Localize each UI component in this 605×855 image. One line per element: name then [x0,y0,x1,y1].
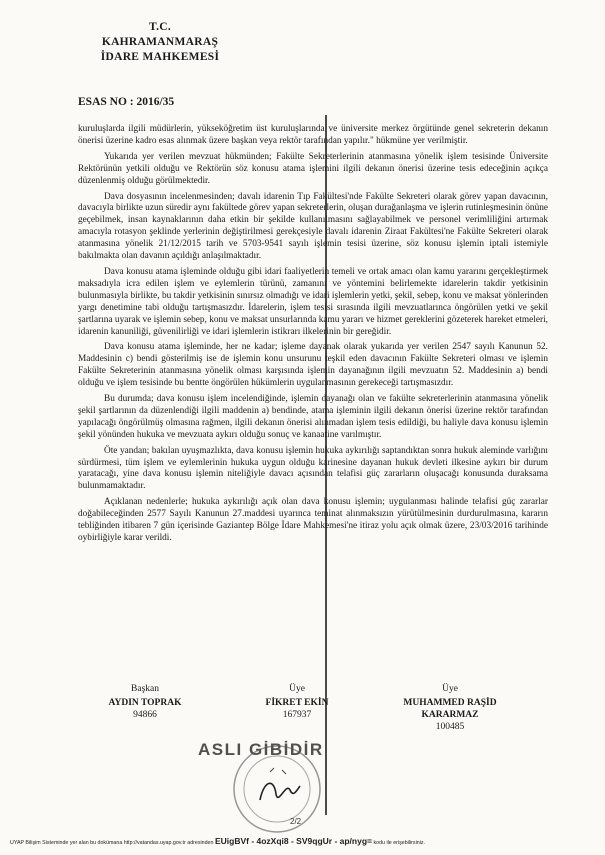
signature-role: Üye [442,684,458,694]
signature-president [70,683,220,721]
certified-copy-stamp: ASLI GİBİDİR [198,740,324,759]
header-line-tc: T.C. [148,21,172,33]
page-number: 2/2 [290,817,302,826]
signature-member-1 [222,683,372,721]
signature-number: 100485 [435,722,465,732]
signature-name: MUHAMMED RAŞİD KARARMAZ [403,698,497,720]
handwritten-signature [260,783,300,800]
signature-name: AYDIN TOPRAK [108,698,182,708]
footer-access-code: EUigBVf - 4ozXqi8 - SV9qgUr - ap/nyg= [214,836,372,846]
header-line-court: İDARE MAHKEMESİ [100,51,220,63]
paragraph: kuruluşlarda ilgili müdürlerin, yükseköğretim üst kuruluşlarında ve üniversite merkez örgütünde genel sekreterin dekanın önerisi üzerine kadro esas alınmak üzere başkan veya rektör tarafından yapılır." hükmüne yer verilmiştir. [78,124,548,146]
paragraph: Öte yandan; bakılan uyuşmazlıkta, dava konusu işlemin hukuka aykırılığı saptandıktan sonra hukuk aleminde varlığını sürdürmesi, tüm işlem ve eylemlerinin hukuka uygun olduğu karinesine dayanan hukuk devleti ilkesine aykırı bir durum yaratacağı, yine dava konusu işlemin niteliğiyle davacı açısından telafisi güç zararların oluşacağı konusunda duraksama bulunmamaktadır. [78,445,548,492]
footer-prefix: UYAP Bilişim Sisteminde yer alan bu dokümana http://vatandas.uyap.gov.tr adresinden [10,840,214,846]
uyap-footer [10,836,600,846]
paragraph: Yukarıda yer verilen mevzuat hükmünden; Fakülte Sekreterlerinin atanmasına yönelik işlem tesisinde Üniversite Rektörünün yetkili olduğu ve Rektörün söz konusu atama işlemini ilgili dekanın önerisi üzerine tesis edeceğinin açıkça düzenlenmiş olduğu görülmektedir. [78,151,548,186]
footer-suffix: kodu ile erişebilirsiniz. [373,840,426,846]
court-seal [230,742,325,837]
paragraph: Dava konusu atama işleminde, her ne kadar; işleme dayanak olarak yukarıda yer verilen 2547 sayılı Kanunun 52. Maddesinin c) bendi gösterilmiş ise de işlemin konu unsurunu teşkil eden davacının Fakülte Sekreteri olması ve işlemin Fakülte Sekreterinin atanmasına yönelik olması karşısında işlemin dayanağının ilgili mevzuatın 52. Maddesinin a) bendi olduğu ve işlem tesisinde bu bentte öngörülen hükümlerin uygulanmasının gerekeceği tartışmasızdır. [78,342,548,389]
signature-role: Başkan [131,684,159,694]
paragraph: Bu durumda; dava konusu işlem incelendiğinde, işlemin dayanağı olan ve fakülte sekreterlerinin atanmasına yönelik şekil şartlarının da düzenlendiği ilgili maddenin a) bendinde, atama işleminin ilgili dekanın önerisi üzerine rektör tarafından yapılacağı öngörülmüş olmasına rağmen, ilgili dekanın önerisi alınmadan işlem tesis edildiği, bu haliyle dava konusu işlemin şekil yönünden hukuka ve mevzuata aykırı olduğu sonuç ve kanaatine varılmıştır. [78,394,548,440]
paragraph: Dava dosyasının incelenmesinden; davalı idarenin Tıp Fakültesi'nde Fakülte Sekreteri olarak görev yapan davacının, davacıyla birlikte uzun süredir aynı fakültede görev yapan sekreterlerin, oluşan durağanlaşma ve işlerin rutinleşmesinin önüne geçebilmek, insan kaynaklarının daha etkin bir şekilde kullanılmasını sağlayabilmek ve personel verimliliğini artırmak amacıyla rotasyon şeklinde yerlerinin değiştirilmesi gerekçesiyle davalı idarenin Ziraat Fakültesi'ne Fakülte Sekreteri olarak atanmasına yönelik 21/12/2015 tarih ve 5703-9541 sayılı işlemin tesisi üzerine, söz konusu işlemin iptali istemiyle bakılmakta olan davanın açıldığı anlaşılmaktadır. [78,191,548,262]
signature-name: FİKRET EKİN [265,698,329,708]
court-header [60,20,260,65]
decision-body [78,124,548,549]
header-line-city: KAHRAMANMARAŞ [101,36,219,48]
signature-role: Üye [289,684,305,694]
case-number: ESAS NO : 2016/35 [78,96,175,108]
paragraph: Dava konusu atama işleminde olduğu gibi idari faaliyetlerin temeli ve ortak amacı olan kamu yararını gerçekleştirmek maksadıyla icra edilen işlem ve eylemlerin türünü, zamanını ve yöntemini belirlemekte idarelerin takdir yetkisinin bulunmasıyla birlikte, bu takdir yetkisinin sınırsız olmadığı ve idari işlemlerin yetki, şekil, sebep, konu ve maksat yönlerinden yargı denetimine tabi olduğu tartışmasızdır. İdarelerin, işlem tesisi sırasında ilgili mevzuatlarınca öngörülen yetki ve şekil şartlarına uyarak ve işlemin sebep, konu ve maksat unsurlarında kamu yararı ve hizmet gereklerini gözeterek hareket etmeleri, idarenin kanuniliği, güvenilirliği ve idari işlemlerin istikrarı ilkelerinin bir gereğidir. [78,266,548,337]
signature-number: 94866 [133,710,157,720]
signature-member-2 [375,683,525,733]
paragraph: Açıklanan nedenlerle; hukuka aykırılığı açık olan dava konusu işlemin; uygulanması halinde telafisi güç zararlar doğabileceğinden 2577 Sayılı Kanunun 27.maddesi uyarınca teminat alınmaksızın yürütülmesinin durdurulmasına, kararın tebliğinden itibaren 7 gün içerisinde Gaziantep Bölge İdare Mahkemesi'ne itiraz yolu açık olmak üzere, 23/03/2016 tarihinde oybirliğiyle karar verildi. [78,497,548,543]
signature-number: 167937 [282,710,312,720]
